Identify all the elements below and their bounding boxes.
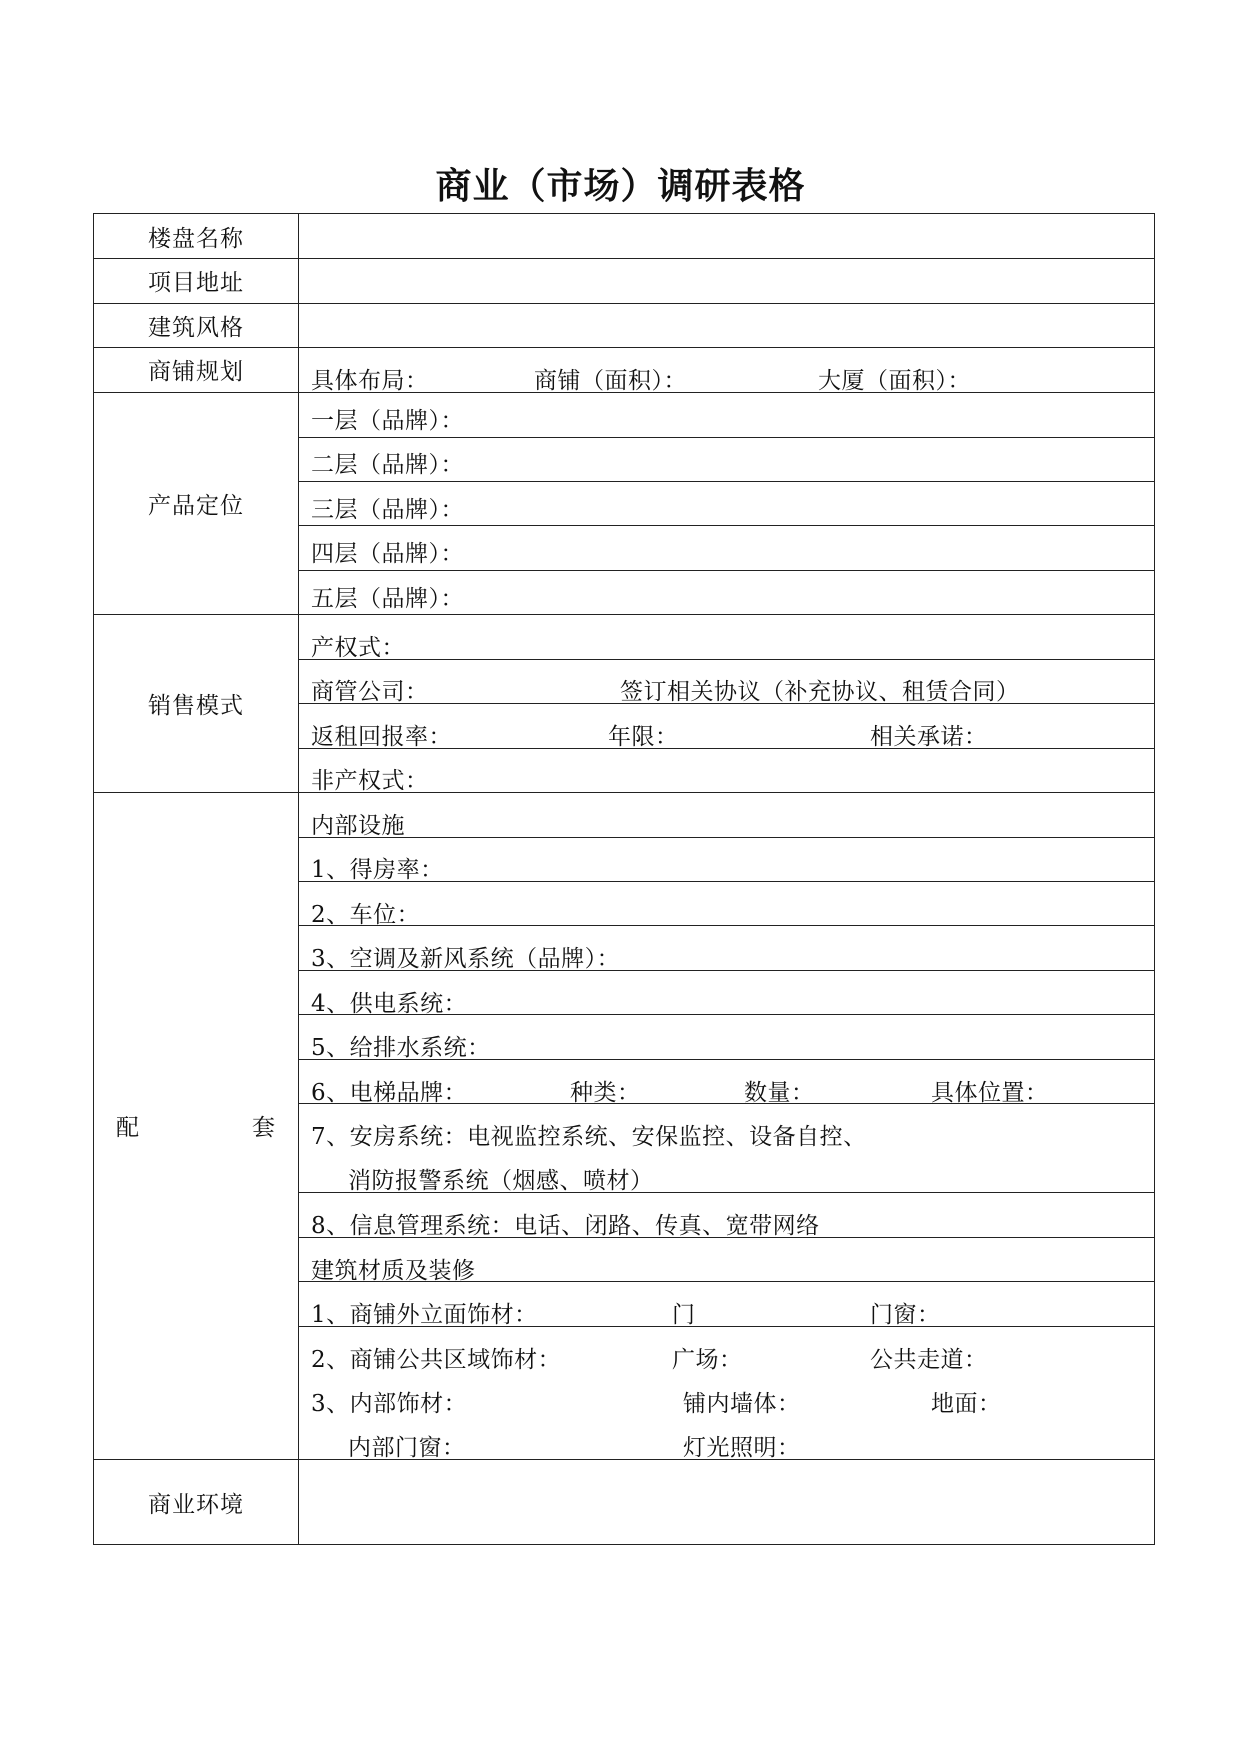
info-system-label: 8、信息管理系统：电话、闭路、传真、宽带网络 <box>311 1213 820 1239</box>
elevator-brand-label: 6、电梯品牌： <box>311 1080 468 1106</box>
sales-mode-label: 销售模式 <box>148 692 244 719</box>
row-divider <box>298 481 1154 482</box>
efficiency-label: 1、得房率： <box>311 857 444 883</box>
management-company-label: 商管公司： <box>311 679 429 705</box>
shop-planning-label: 商铺规划 <box>148 359 244 385</box>
building-name-field[interactable] <box>298 214 1154 258</box>
facilities-label-right: 套 <box>252 1115 276 1141</box>
elevator-count-label: 数量： <box>744 1080 815 1106</box>
row-divider <box>298 570 1154 571</box>
security-line-1: 7、安房系统：电视监控系统、安保监控、设备自控、 <box>311 1124 867 1150</box>
facilities-label <box>94 792 298 1459</box>
agreement-label: 签订相关协议（补充协议、租赁合同） <box>620 679 1020 705</box>
row-divider <box>298 925 1154 926</box>
business-environment-label: 商业环境 <box>148 1492 244 1518</box>
materials-title: 建筑材质及装修 <box>311 1258 476 1284</box>
column-divider <box>298 214 299 1544</box>
lighting-label: 灯光照明： <box>683 1435 801 1461</box>
floor-4-label: 四层（品牌）： <box>311 541 464 567</box>
interior-label: 3、内部饰材： <box>311 1391 468 1417</box>
non-property-label: 非产权式： <box>311 768 429 794</box>
elevator-location-label: 具体位置： <box>931 1080 1049 1106</box>
architecture-style-label: 建筑风格 <box>148 314 244 341</box>
facilities-label-left: 配 <box>116 1115 140 1141</box>
floor-5-label: 五层（品牌）： <box>311 586 464 612</box>
architecture-style-field[interactable] <box>298 303 1154 347</box>
project-address-field[interactable] <box>298 258 1154 303</box>
tower-area-label: 大厦（面积）： <box>818 368 971 394</box>
inner-wall-label: 铺内墙体： <box>683 1391 801 1417</box>
property-rights-label: 产权式： <box>311 635 405 661</box>
elevator-type-label: 种类： <box>570 1080 641 1106</box>
public-area-label: 2、商铺公共区域饰材： <box>311 1347 562 1373</box>
project-address-label: 项目地址 <box>148 270 244 296</box>
term-label: 年限： <box>608 724 679 750</box>
hvac-label: 3、空调及新风系统（品牌）： <box>311 946 621 972</box>
floor-1-label: 一层（品牌）： <box>311 408 464 434</box>
corridor-label: 公共走道： <box>870 1347 988 1373</box>
business-environment-field[interactable] <box>298 1459 1154 1546</box>
shop-area-label: 商铺（面积）： <box>534 368 687 394</box>
door-window-label: 门窗： <box>870 1302 941 1328</box>
security-line-2: 消防报警系统（烟感、喷材） <box>348 1168 654 1194</box>
commitment-label: 相关承诺： <box>870 724 988 750</box>
power-label: 4、供电系统： <box>311 991 468 1017</box>
building-name-label: 楼盘名称 <box>148 225 244 252</box>
leaseback-rate-label: 返租回报率： <box>311 724 452 750</box>
plaza-label: 广场： <box>672 1347 743 1373</box>
water-label: 5、给排水系统： <box>311 1035 491 1061</box>
survey-form-table <box>93 213 1155 1545</box>
layout-label: 具体布局： <box>311 368 429 394</box>
row-divider <box>298 659 1154 660</box>
product-positioning-label: 产品定位 <box>148 492 244 519</box>
floor-material-label: 地面： <box>931 1391 1002 1417</box>
parking-label: 2、车位： <box>311 902 421 928</box>
floor-2-label: 二层（品牌）： <box>311 452 464 478</box>
row-divider <box>298 837 1154 838</box>
inner-door-label: 内部门窗： <box>348 1435 466 1461</box>
floor-3-label: 三层（品牌）： <box>311 497 464 523</box>
door-label: 门 <box>672 1302 696 1328</box>
internal-facilities-title: 内部设施 <box>311 813 405 839</box>
row-divider <box>298 525 1154 526</box>
page-title: 商业（市场）调研表格 <box>435 165 806 207</box>
facade-label: 1、商铺外立面饰材： <box>311 1302 538 1328</box>
row-divider <box>298 437 1154 438</box>
